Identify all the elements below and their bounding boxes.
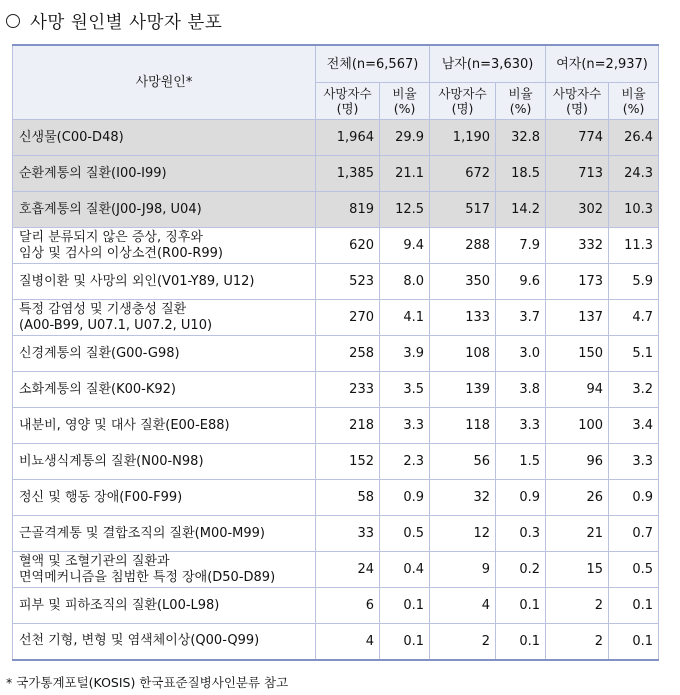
ratio-cell: 8.0	[380, 264, 430, 300]
table-row	[13, 120, 659, 156]
ratio-cell: 0.1	[496, 624, 546, 660]
ratio-cell: 3.9	[380, 336, 430, 372]
count-cell: 517	[430, 192, 496, 228]
table-row	[13, 228, 659, 264]
count-cell: 332	[546, 228, 609, 264]
ratio-cell: 3.7	[496, 300, 546, 336]
ratio-cell: 0.5	[609, 552, 659, 588]
ratio-cell: 3.3	[496, 408, 546, 444]
ratio-cell: 3.3	[380, 408, 430, 444]
count-cell: 152	[316, 444, 380, 480]
count-cell: 108	[430, 336, 496, 372]
count-cell: 713	[546, 156, 609, 192]
count-cell: 270	[316, 300, 380, 336]
ratio-cell: 0.1	[609, 624, 659, 660]
count-cell: 2	[546, 588, 609, 624]
ratio-cell: 9.6	[496, 264, 546, 300]
cause-column-header: 사망원인*	[13, 45, 316, 120]
table-row	[13, 624, 659, 660]
count-cell: 288	[430, 228, 496, 264]
count-cell: 523	[316, 264, 380, 300]
subheader-count: 사망자수 (명)	[546, 83, 609, 120]
death-cause-table	[12, 44, 659, 661]
ratio-cell: 18.5	[496, 156, 546, 192]
ratio-cell: 12.5	[380, 192, 430, 228]
ratio-cell: 11.3	[609, 228, 659, 264]
table-row	[13, 372, 659, 408]
table-row	[13, 336, 659, 372]
ratio-cell: 14.2	[496, 192, 546, 228]
count-cell: 15	[546, 552, 609, 588]
ratio-cell: 5.9	[609, 264, 659, 300]
table-body	[13, 120, 659, 660]
count-cell: 137	[546, 300, 609, 336]
ratio-cell: 29.9	[380, 120, 430, 156]
table-row	[13, 444, 659, 480]
ratio-cell: 3.2	[609, 372, 659, 408]
count-cell: 139	[430, 372, 496, 408]
cause-cell: 특정 감염성 및 기생충성 질환 (A00-B99, U07.1, U07.2, U10)	[13, 300, 316, 336]
ratio-cell: 10.3	[609, 192, 659, 228]
cause-cell: 정신 및 행동 장애(F00-F99)	[13, 480, 316, 516]
count-cell: 819	[316, 192, 380, 228]
cause-cell: 근골격계통 및 결합조직의 질환(M00-M99)	[13, 516, 316, 552]
ratio-cell: 1.5	[496, 444, 546, 480]
cause-cell: 내분비, 영양 및 대사 질환(E00-E88)	[13, 408, 316, 444]
count-cell: 133	[430, 300, 496, 336]
count-cell: 6	[316, 588, 380, 624]
table-row	[13, 552, 659, 588]
page-title-text: 사망 원인별 사망자 분포	[30, 12, 223, 33]
count-cell: 12	[430, 516, 496, 552]
subheader-ratio: 비율 (%)	[496, 83, 546, 120]
ratio-cell: 2.3	[380, 444, 430, 480]
ratio-cell: 0.1	[609, 588, 659, 624]
cause-cell: 질병이환 및 사망의 외인(V01-Y89, U12)	[13, 264, 316, 300]
ratio-cell: 0.2	[496, 552, 546, 588]
subheader-count: 사망자수 (명)	[316, 83, 380, 120]
count-cell: 100	[546, 408, 609, 444]
count-cell: 21	[546, 516, 609, 552]
table-row	[13, 192, 659, 228]
table-row	[13, 516, 659, 552]
table-row	[13, 300, 659, 336]
ratio-cell: 3.4	[609, 408, 659, 444]
count-cell: 218	[316, 408, 380, 444]
ratio-cell: 32.8	[496, 120, 546, 156]
cause-cell: 달리 분류되지 않은 증상, 징후와 임상 및 검사의 이상소견(R00-R99)	[13, 228, 316, 264]
table-row	[13, 156, 659, 192]
circle-bullet-icon	[6, 14, 20, 28]
ratio-cell: 9.4	[380, 228, 430, 264]
count-cell: 96	[546, 444, 609, 480]
count-cell: 58	[316, 480, 380, 516]
ratio-cell: 0.4	[380, 552, 430, 588]
count-cell: 24	[316, 552, 380, 588]
subheader-ratio: 비율 (%)	[380, 83, 430, 120]
count-cell: 302	[546, 192, 609, 228]
count-cell: 672	[430, 156, 496, 192]
ratio-cell: 3.5	[380, 372, 430, 408]
cause-cell: 선천 기형, 변형 및 염색체이상(Q00-Q99)	[13, 624, 316, 660]
cause-cell: 혈액 및 조혈기관의 질환과 면역메커니즘을 침범한 특정 장애(D50-D89)	[13, 552, 316, 588]
count-cell: 1,964	[316, 120, 380, 156]
group-header-female: 여자(n=2,937)	[546, 45, 659, 83]
page-title	[6, 6, 222, 36]
ratio-cell: 4.1	[380, 300, 430, 336]
ratio-cell: 3.3	[609, 444, 659, 480]
count-cell: 173	[546, 264, 609, 300]
footnote: * 국가통계포털(KOSIS) 한국표준질병사인분류 참고	[6, 675, 289, 690]
ratio-cell: 0.1	[380, 624, 430, 660]
count-cell: 258	[316, 336, 380, 372]
ratio-cell: 0.7	[609, 516, 659, 552]
count-cell: 233	[316, 372, 380, 408]
count-cell: 620	[316, 228, 380, 264]
ratio-cell: 3.0	[496, 336, 546, 372]
ratio-cell: 0.9	[380, 480, 430, 516]
ratio-cell: 0.9	[609, 480, 659, 516]
cause-cell: 피부 및 피하조직의 질환(L00-L98)	[13, 588, 316, 624]
count-cell: 1,385	[316, 156, 380, 192]
cause-cell: 신생물(C00-D48)	[13, 120, 316, 156]
count-cell: 26	[546, 480, 609, 516]
count-cell: 350	[430, 264, 496, 300]
cause-cell: 호흡계통의 질환(J00-J98, U04)	[13, 192, 316, 228]
cause-cell: 신경계통의 질환(G00-G98)	[13, 336, 316, 372]
subheader-ratio: 비율 (%)	[609, 83, 659, 120]
count-cell: 4	[316, 624, 380, 660]
ratio-cell: 0.5	[380, 516, 430, 552]
ratio-cell: 5.1	[609, 336, 659, 372]
count-cell: 118	[430, 408, 496, 444]
ratio-cell: 7.9	[496, 228, 546, 264]
count-cell: 150	[546, 336, 609, 372]
cause-cell: 순환계통의 질환(I00-I99)	[13, 156, 316, 192]
group-header-male: 남자(n=3,630)	[430, 45, 546, 83]
count-cell: 2	[430, 624, 496, 660]
count-cell: 2	[546, 624, 609, 660]
count-cell: 1,190	[430, 120, 496, 156]
ratio-cell: 3.8	[496, 372, 546, 408]
count-cell: 94	[546, 372, 609, 408]
count-cell: 774	[546, 120, 609, 156]
count-cell: 9	[430, 552, 496, 588]
subheader-count: 사망자수 (명)	[430, 83, 496, 120]
count-cell: 32	[430, 480, 496, 516]
ratio-cell: 24.3	[609, 156, 659, 192]
ratio-cell: 21.1	[380, 156, 430, 192]
table-row	[13, 588, 659, 624]
ratio-cell: 4.7	[609, 300, 659, 336]
ratio-cell: 0.1	[380, 588, 430, 624]
ratio-cell: 0.1	[496, 588, 546, 624]
cause-cell: 소화계통의 질환(K00-K92)	[13, 372, 316, 408]
cause-cell: 비뇨생식계통의 질환(N00-N98)	[13, 444, 316, 480]
table-row	[13, 480, 659, 516]
table-row	[13, 408, 659, 444]
ratio-cell: 0.3	[496, 516, 546, 552]
table-row	[13, 264, 659, 300]
ratio-cell: 26.4	[609, 120, 659, 156]
ratio-cell: 0.9	[496, 480, 546, 516]
count-cell: 4	[430, 588, 496, 624]
count-cell: 56	[430, 444, 496, 480]
group-header-total: 전체(n=6,567)	[316, 45, 430, 83]
count-cell: 33	[316, 516, 380, 552]
